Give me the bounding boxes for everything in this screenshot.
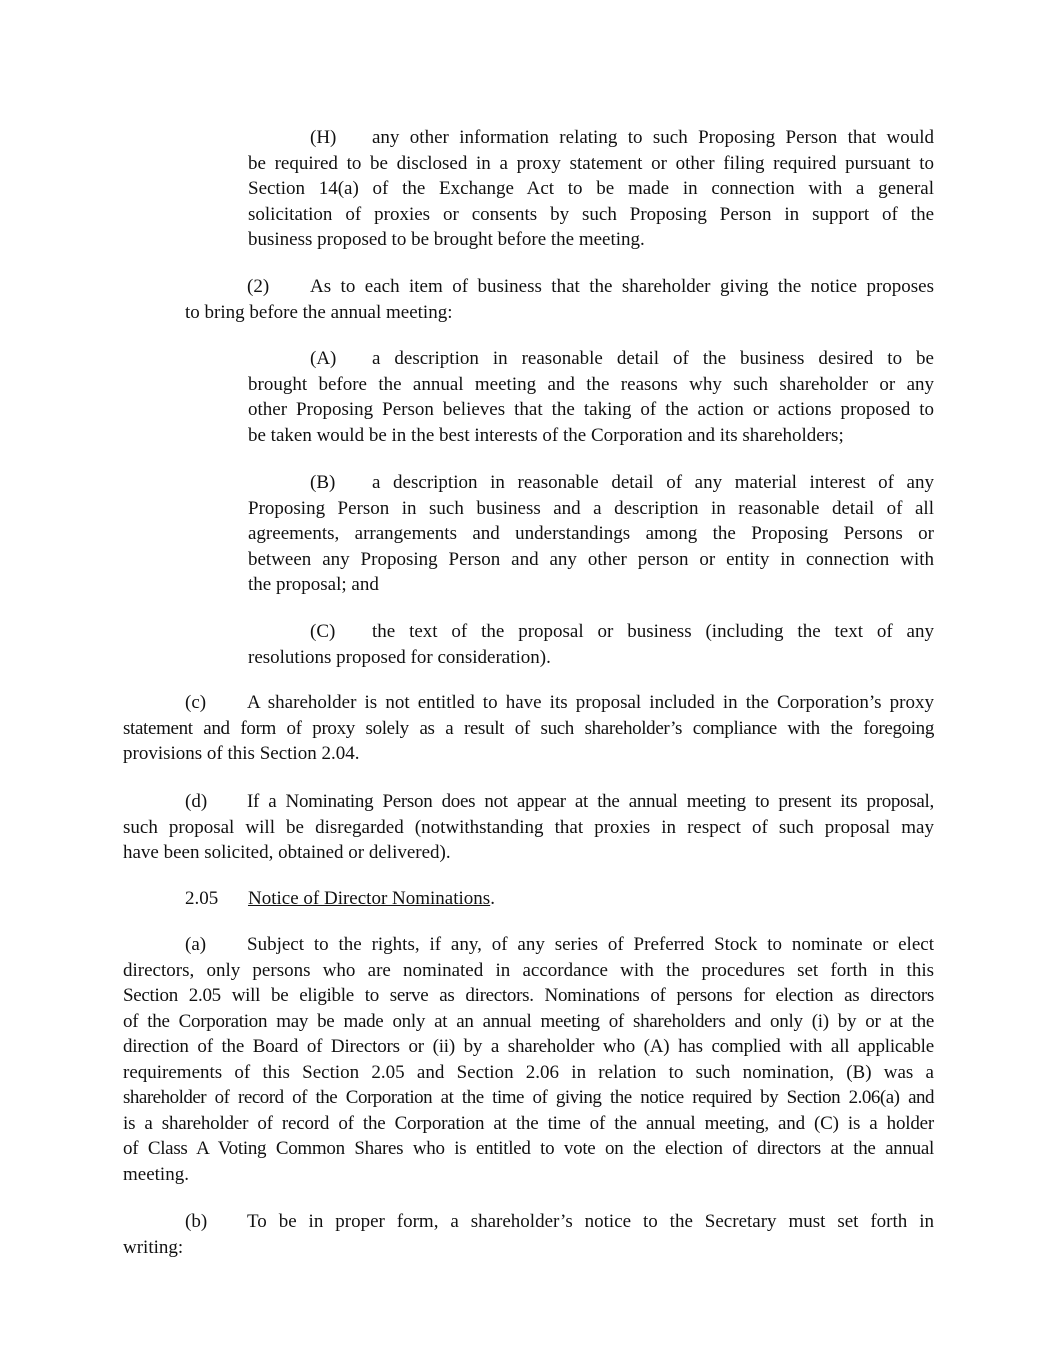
paragraph-line: between any Proposing Person and any other person or entity in connection with xyxy=(248,548,934,570)
paragraph-line: other Proposing Person believes that the taking of the action or actions proposed to xyxy=(248,399,934,420)
paragraph-line: To be in proper form, a shareholder’s notice to the Secretary must set forth in xyxy=(247,1211,934,1232)
paragraph-line: be taken would be in the best interests of the Corporation and its shareholders; xyxy=(248,424,844,446)
paragraph-line: provisions of this Section 2.04. xyxy=(123,743,360,764)
paragraph-line: a description in reasonable detail of the business desired to be xyxy=(372,348,934,369)
paragraph-line: of Class A Voting Common Shares who is entitled to vote on the election of directors at the annual xyxy=(123,1138,934,1159)
paragraph-label: (2) xyxy=(247,276,270,297)
paragraph-line: such proposal will be disregarded (notwithstanding that proxies in respect of such proposal may xyxy=(123,816,934,838)
section-number: 2.05 xyxy=(185,888,219,909)
paragraph-line: If a Nominating Person does not appear at the annual meeting to present its proposal, xyxy=(247,791,934,812)
paragraph-label: (H) xyxy=(310,127,337,148)
paragraph-2 xyxy=(185,274,934,325)
paragraph-line: to bring before the annual meeting: xyxy=(185,301,453,323)
paragraph-line: meeting. xyxy=(123,1163,189,1185)
paragraph-line: writing: xyxy=(123,1236,184,1258)
paragraph-line: brought before the annual meeting and the reasons why such shareholder or any xyxy=(248,373,934,395)
paragraph-label: (C) xyxy=(310,621,336,642)
paragraph-H xyxy=(248,125,934,253)
paragraph-c xyxy=(123,690,934,767)
paragraph-line: directors, only persons who are nominated in accordance with the procedures set forth in this xyxy=(123,959,934,981)
paragraph-line: Proposing Person in such business and a description in reasonable detail of all xyxy=(248,497,934,519)
paragraph-line: direction of the Board of Directors or (ii) by a shareholder who (A) has complied with all applicable xyxy=(123,1036,934,1057)
paragraph-line: resolutions proposed for consideration). xyxy=(248,646,551,668)
paragraph-label: (b) xyxy=(185,1211,208,1232)
paragraph-line: As to each item of business that the shareholder giving the notice proposes xyxy=(310,276,934,297)
paragraph-line: the text of the proposal or business (including the text of any xyxy=(372,621,934,642)
section-title-period: . xyxy=(490,888,495,909)
paragraph-label: (a) xyxy=(185,934,207,955)
paragraph-B xyxy=(248,470,934,598)
paragraph-line: any other information relating to such Proposing Person that would xyxy=(372,127,934,148)
paragraph-line: solicitation of proxies or consents by such Proposing Person in support of the xyxy=(248,203,934,225)
paragraph-label: (d) xyxy=(185,791,208,812)
paragraph-line: Section 2.05 will be eligible to serve as directors. Nominations of persons for election as directors xyxy=(123,985,934,1006)
paragraph-A xyxy=(248,346,934,448)
paragraph-line: a description in reasonable detail of any material interest of any xyxy=(372,472,934,493)
paragraph-line: of the Corporation may be made only at an annual meeting of shareholders and only (i) by or at the xyxy=(123,1010,934,1032)
paragraph-line: requirements of this Section 2.05 and Section 2.06 in relation to such nomination, (B) was a xyxy=(123,1061,934,1083)
paragraph-line: Section 14(a) of the Exchange Act to be made in connection with a general xyxy=(248,178,934,199)
paragraph-line: have been solicited, obtained or delivered). xyxy=(123,842,451,863)
paragraph-C xyxy=(248,619,934,670)
paragraph-a xyxy=(123,932,934,1187)
section-heading-2-05 xyxy=(185,886,885,912)
paragraph-line: statement and form of proxy solely as a result of such shareholder’s compliance with the foregoing xyxy=(123,717,934,739)
paragraph-label: (B) xyxy=(310,472,336,493)
paragraph-line: be required to be disclosed in a proxy statement or other filing required pursuant to xyxy=(248,152,934,174)
paragraph-label: (c) xyxy=(185,692,207,713)
paragraph-b xyxy=(123,1209,934,1260)
paragraph-line: the proposal; and xyxy=(248,574,379,595)
paragraph-label: (A) xyxy=(310,348,337,369)
paragraph-line: agreements, arrangements and understandings among the Proposing Persons or xyxy=(248,523,934,544)
section-title: Notice of Director Nominations xyxy=(248,888,491,909)
paragraph-line: Subject to the rights, if any, of any series of Preferred Stock to nominate or elect xyxy=(247,934,934,955)
paragraph-line: A shareholder is not entitled to have its proposal included in the Corporation’s proxy xyxy=(247,692,934,713)
paragraph-line: shareholder of record of the Corporation at the time of giving the notice required by Section 2.06(a) and xyxy=(123,1087,934,1108)
paragraph-line: is a shareholder of record of the Corporation at the time of the annual meeting, and (C) is a holder xyxy=(123,1112,934,1134)
paragraph-line: business proposed to be brought before the meeting. xyxy=(248,229,645,250)
paragraph-d xyxy=(123,789,934,866)
